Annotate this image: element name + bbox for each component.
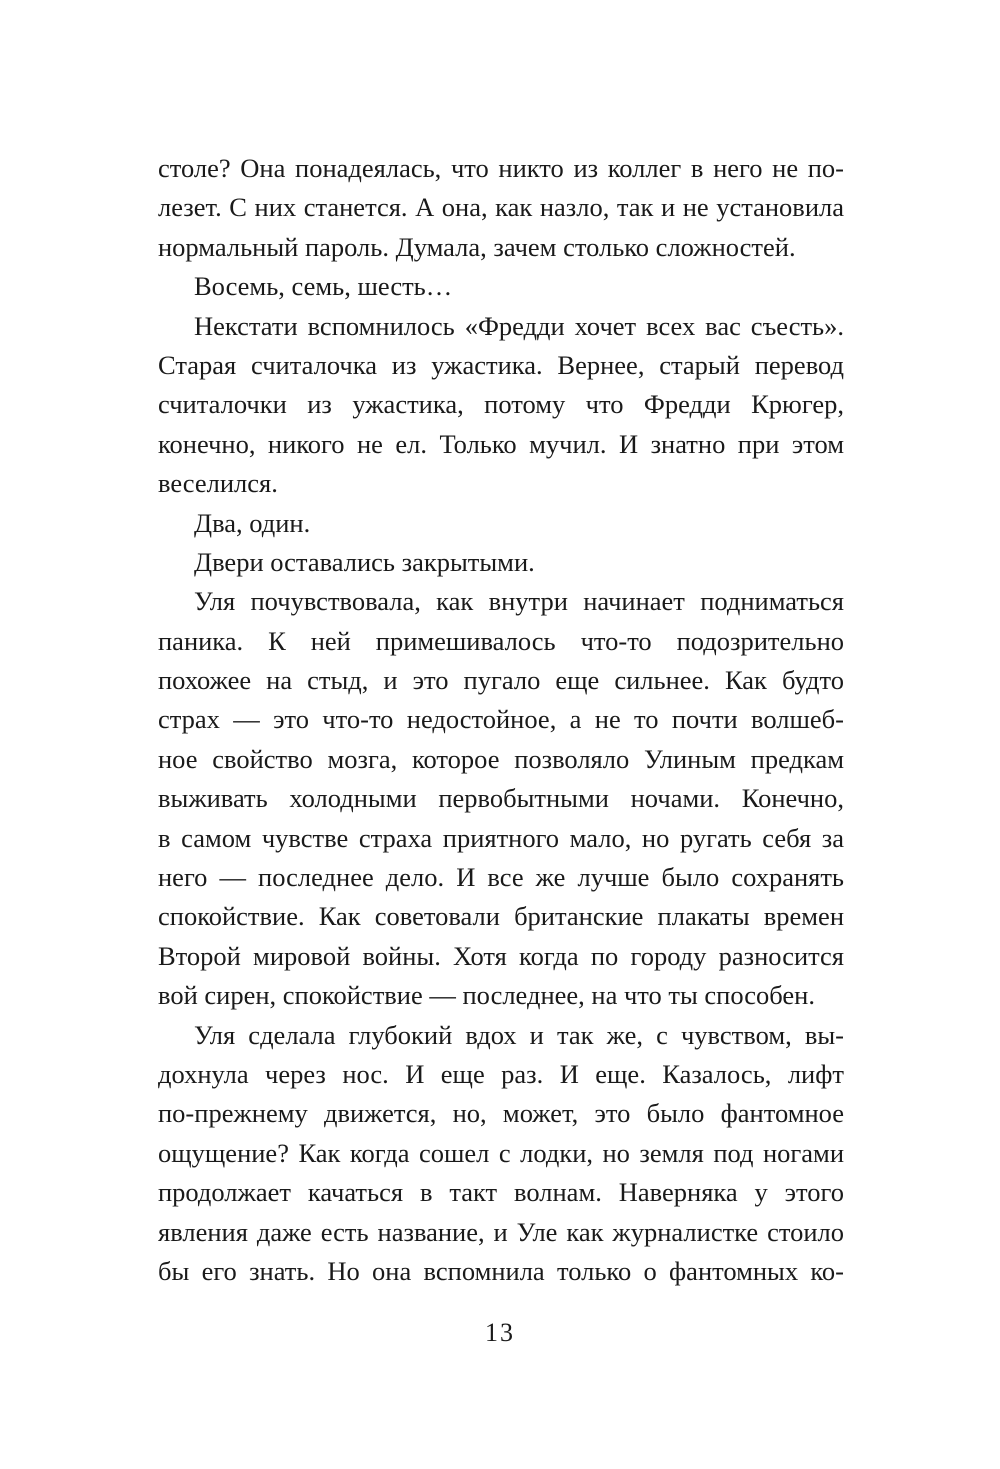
text-line: Некстати вспомнилось «Фредди хочет всех вас съесть».: [194, 310, 844, 341]
text-line: столе? Она понадеялась, что никто из коллег в него не по-: [158, 153, 844, 183]
text-line: бы его знать. Но она вспомнила только о фантомных ко-: [158, 1255, 844, 1286]
text-line: него — последнее дело. И все же лучше было сохранять: [158, 862, 844, 893]
text-line: спокойствие. Как советовали британские плакаты времен: [158, 901, 844, 932]
text-line: паника. К ней примешивалось что-то подозрительно: [158, 625, 844, 656]
text-line: считалочки из ужастика, потому что Фредди Крюгер,: [158, 389, 844, 420]
text-line: в самом чувстве страха приятного мало, но ругать себя за: [158, 822, 844, 853]
text-line: Старая считалочка из ужастика. Вернее, старый перевод: [158, 349, 844, 380]
text-line: явления даже есть название, и Уле как журналистке стоило: [158, 1216, 844, 1247]
text-line: нормальный пароль. Думала, зачем столько сложностей.: [158, 231, 796, 262]
text-line: похожее на стыд, и это пугало еще сильнее. Как будто: [158, 665, 844, 696]
text-line: продолжает качаться в такт волнам. Наверняка у этого: [158, 1177, 844, 1208]
text-line: Двери оставались закрытыми.: [194, 546, 535, 577]
text-line: конечно, никого не ел. Только мучил. И знатно при этом: [158, 428, 844, 459]
text-line: по-прежнему движется, но, может, это было фантомное: [158, 1098, 844, 1129]
text-line: Уля сделала глубокий вдох и так же, с чувством, вы-: [194, 1019, 844, 1050]
text-line: веселился.: [158, 468, 278, 499]
text-line: Уля почувствовала, как внутри начинает подниматься: [194, 586, 844, 617]
text-line: лезет. С них станется. А она, как назло, так и не установила: [158, 192, 844, 223]
text-line: Два, один.: [194, 507, 311, 538]
page-number: 13: [485, 1318, 515, 1347]
text-line: дохнула через нос. И еще раз. И еще. Казалось, лифт: [158, 1058, 844, 1089]
text-line: Восемь, семь, шесть…: [194, 271, 453, 302]
text-line: вой сирен, спокойствие — последнее, на что ты способен.: [158, 980, 815, 1011]
body-text: [158, 149, 844, 1291]
text-line: ное свойство мозга, которое позволяло Улиным предкам: [158, 743, 844, 774]
text-line: выживать холодными первобытными ночами. Конечно,: [158, 783, 844, 814]
text-line: страх — это что-то недостойное, а не то почти волшеб-: [158, 704, 844, 735]
text-line: Второй мировой войны. Хотя когда по городу разносится: [158, 940, 844, 971]
text-line: ощущение? Как когда сошел с лодки, но земля под ногами: [158, 1137, 844, 1168]
